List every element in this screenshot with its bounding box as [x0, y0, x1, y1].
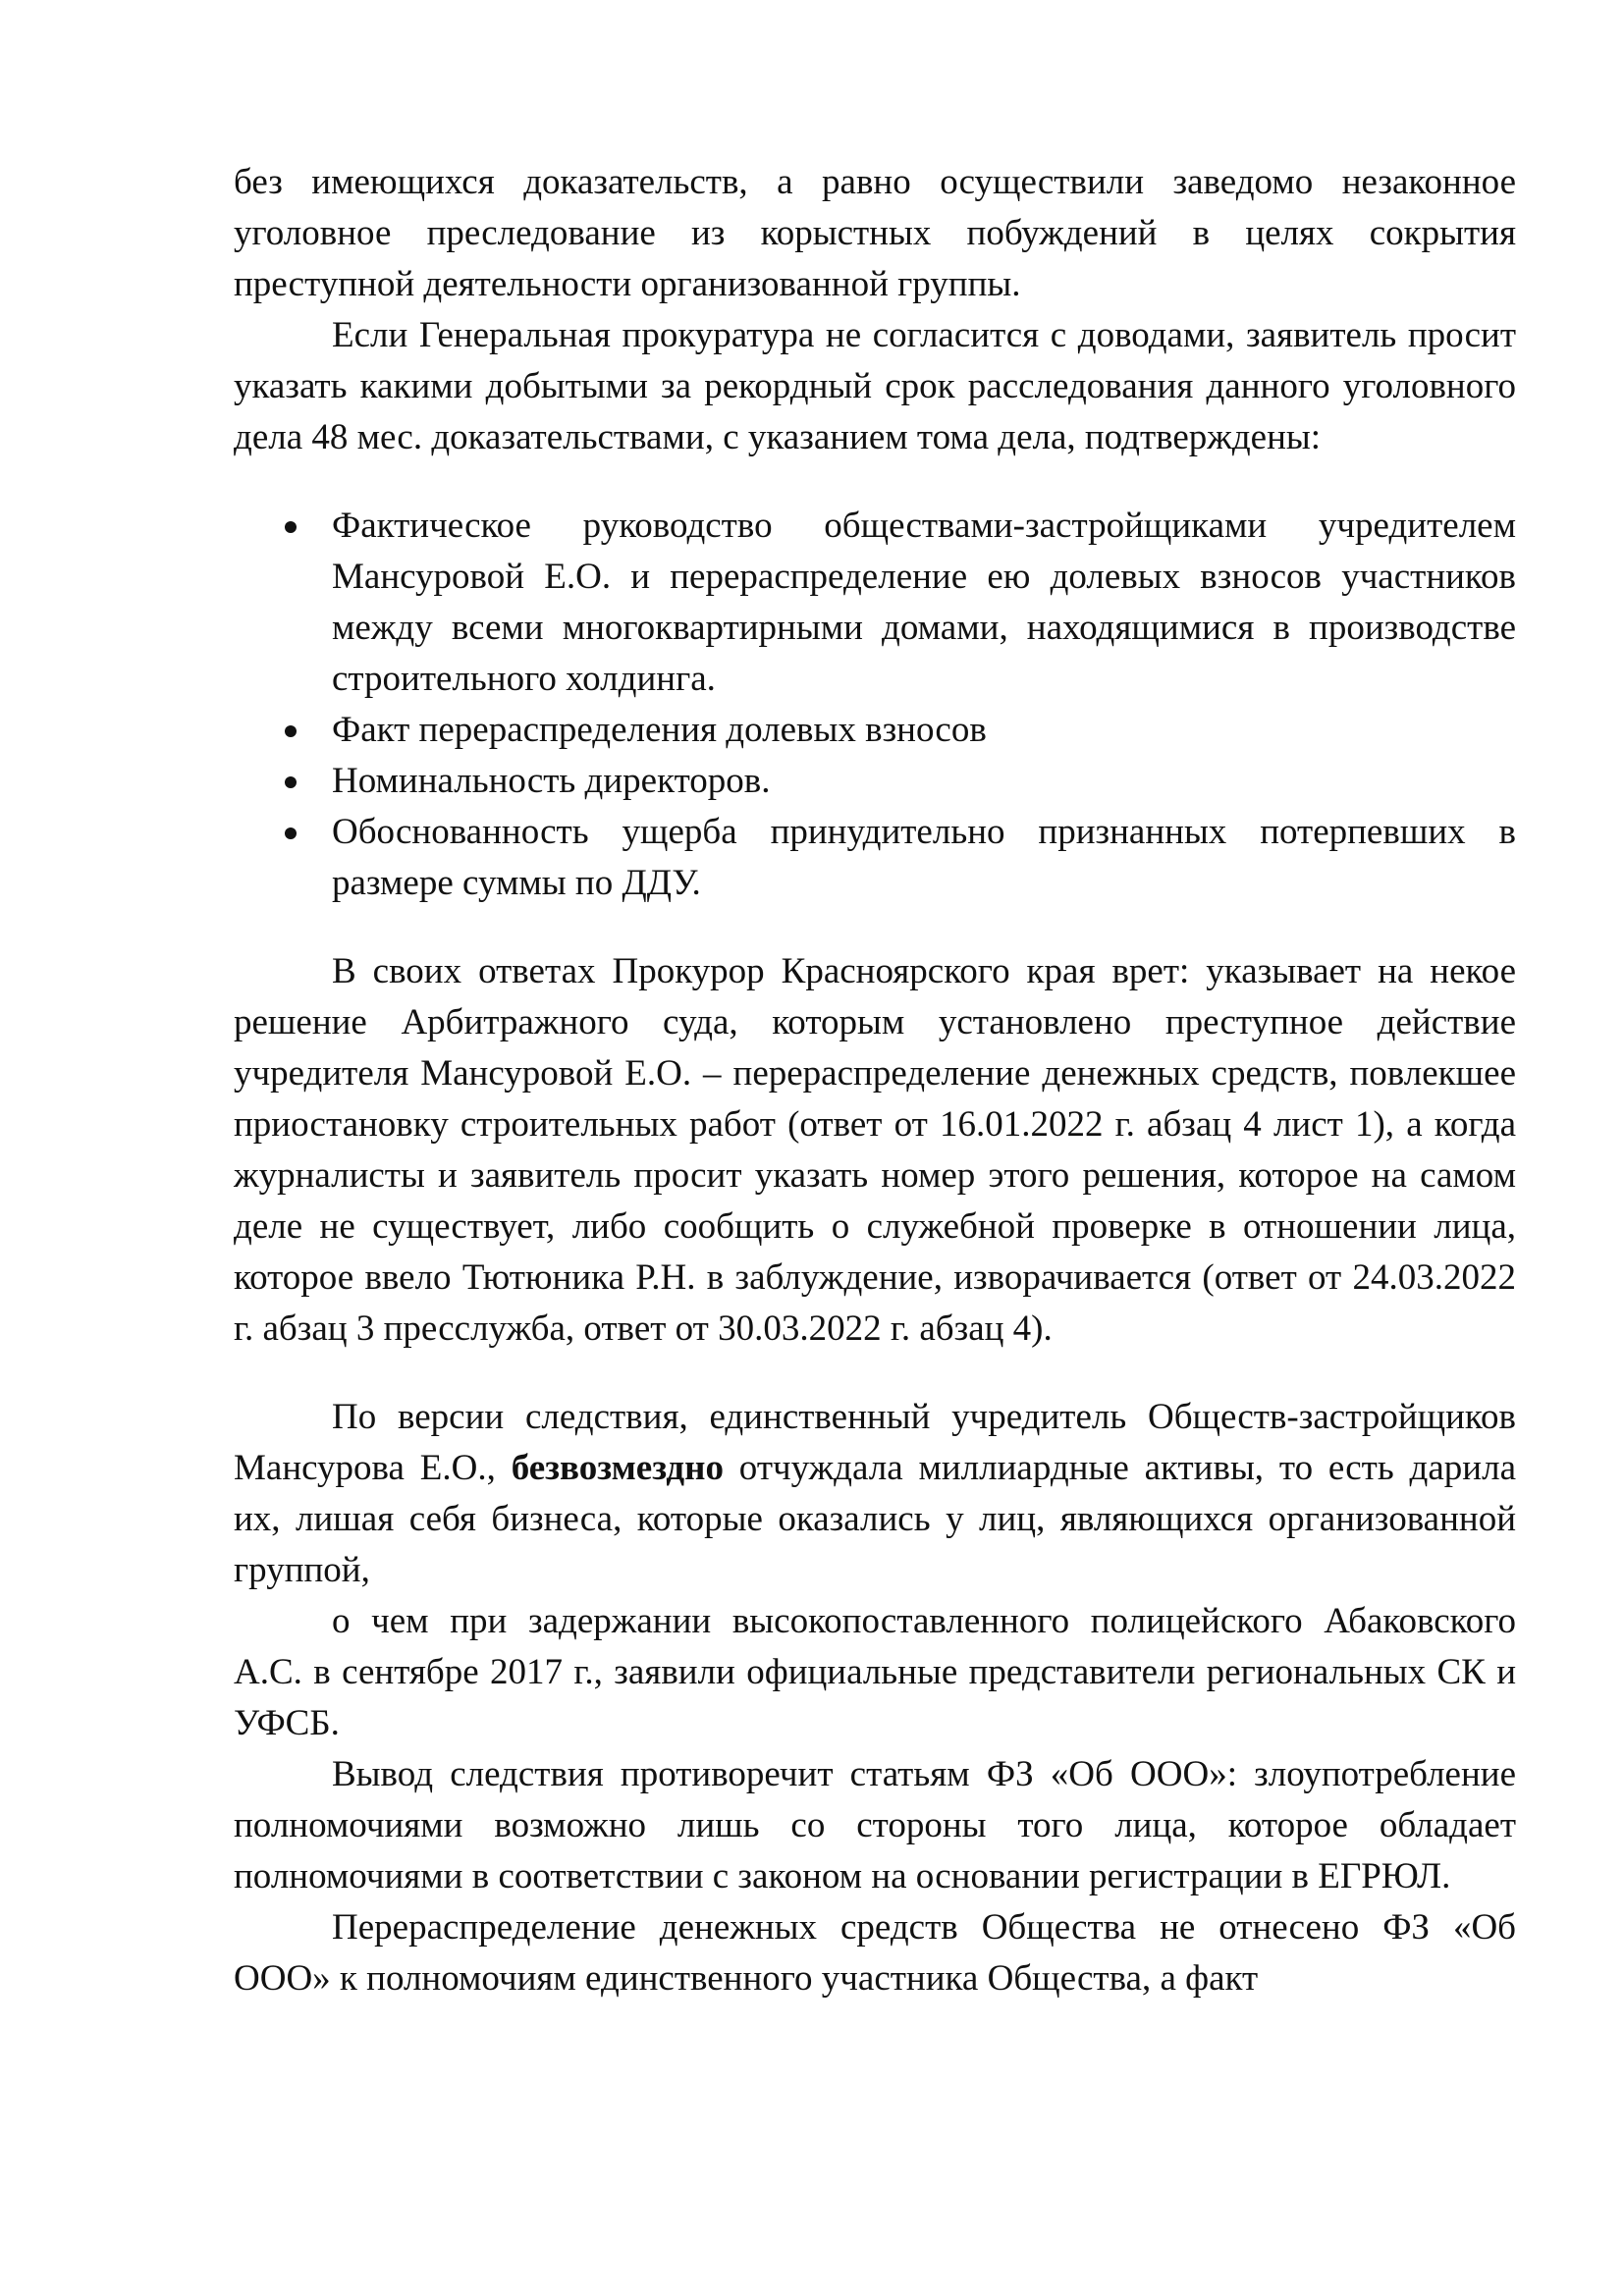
paragraph-1: без имеющихся доказательств, а равно осуществили заведомо незаконное уголовное преследование из корыстных побуждений в целях сокрытия преступной деятельности организованной группы. [234, 162, 1516, 304]
paragraph-4 [234, 1392, 1516, 1596]
paragraph-3: В своих ответах Прокурор Красноярского края врет: указывает на некое решение Арбитражного суда, которым установлено преступное действие учредителя Мансуровой Е.О. – перераспределение денежных средств, повлекшее приостановку строительных работ (ответ от 16.01.2022 г. абзац 4 лист 1), а когда журналисты и заявитель просит указать номер этого решения, которое на самом деле не существует, либо сообщить о служебной проверке в отношении лица, которое ввело Тютюника Р.Н. в заблуждение, изворачивается (ответ от 24.03.2022 г. абзац 3 пресслужба, ответ от 30.03.2022 г. абзац 4). [234, 951, 1516, 1349]
paragraph-5: о чем при задержании высокопоставленного полицейского Абаковского А.С. в сентябре 2017 г., заявили официальные представители региональных СК и УФСБ. [234, 1601, 1516, 1743]
list-item [234, 705, 1516, 756]
paragraph-4-bold: безвозмездно [511, 1448, 724, 1488]
bullet-icon [285, 521, 297, 533]
list-item-text: Фактическое руководство обществами-застройщиками учредителем Мансуровой Е.О. и перераспределение ею долевых взносов участников между всеми многоквартирными домами, находящимися в производстве строительного холдинга. [332, 506, 1516, 699]
bullet-icon [285, 776, 297, 788]
list-item-text: Номинальность директоров. [332, 761, 771, 801]
bullet-icon [285, 725, 297, 737]
paragraph-4-start: По версии следствия, единственный учредитель Обществ-застройщиков Мансурова Е.О., [234, 1397, 1516, 1488]
paragraph-7: Перераспределение денежных средств Общества не отнесено ФЗ «Об ООО» к полномочиям единственного участника Общества, а факт [234, 1907, 1516, 1999]
list-item-text: Обоснованность ущерба принудительно признанных потерпевших в размере суммы по ДДУ. [332, 812, 1516, 903]
list-item-text: Факт перераспределения долевых взносов [332, 710, 987, 750]
document-body [234, 157, 1516, 2004]
list-item [234, 807, 1516, 909]
paragraph-2: Если Генеральная прокуратура не согласится с доводами, заявитель просит указать какими добытыми за рекордный срок расследования данного уголовного дела 48 мес. доказательствами, с указанием тома дела, подтверждены: [234, 315, 1516, 457]
paragraph-4-end: отчуждала миллиардные активы, то есть дарила их, лишая себя бизнеса, которые оказались у лиц, являющихся организованной группой, [234, 1448, 1516, 1590]
list-item [234, 756, 1516, 807]
bullet-icon [285, 828, 297, 839]
list-item [234, 501, 1516, 705]
evidence-list [234, 501, 1516, 909]
paragraph-6: Вывод следствия противоречит статьям ФЗ «Об ООО»: злоупотребление полномочиями возможно лишь со стороны того лица, которое обладает полномочиями в соответствии с законом на основании регистрации в ЕГРЮЛ. [234, 1754, 1516, 1896]
